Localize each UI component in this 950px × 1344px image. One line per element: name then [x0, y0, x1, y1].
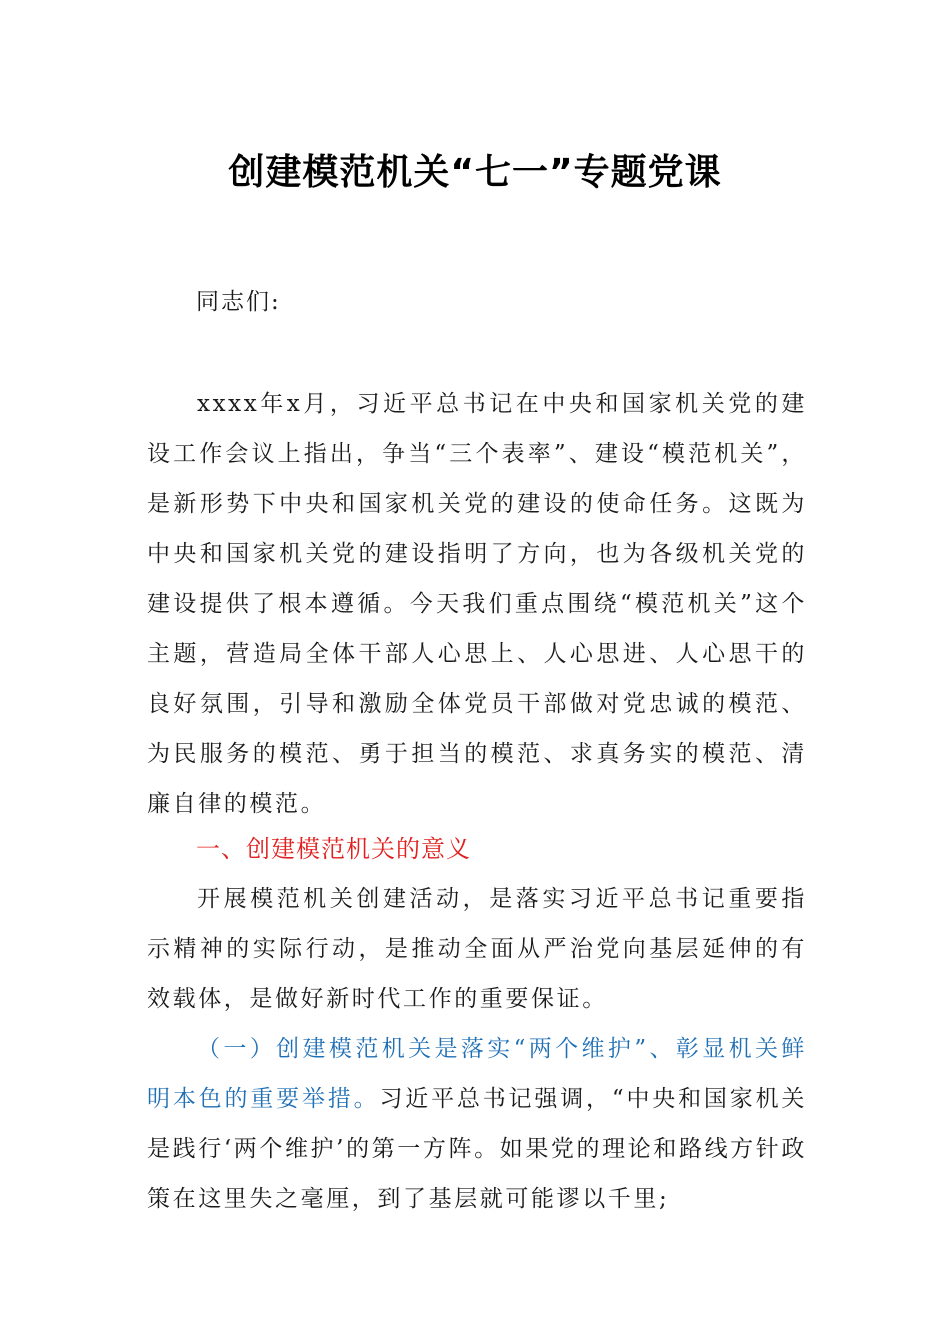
- section-heading-1: 一、创建模范机关的意义: [196, 835, 471, 863]
- subsection-heading-1: （一）创建模范机关是落实“两个维护”、彰显机关鲜明本色的重要举措。: [147, 1036, 807, 1112]
- document-title: 创建模范机关“七一”专题党课: [228, 152, 722, 193]
- paragraph-intro: xxxx年x月，习近平总书记在中央和国家机关党的建设工作会议上指出，争当“三个表率”、建设“模范机关”，是新形势下中央和国家机关党的建设的使命任务。这既为中央和国家机关党的建设指明了方向，也为各级机关党的建设提供了根本遵循。今天我们重点围绕“模范机关”这个主题，营造局全体干部人心思上、人心思进、人心思干的良好氛围，引导和激励全体党员干部做对党忠诚的模范、为民服务的模范、勇于担当的模范、求真务实的模范、清廉自律的模范。: [147, 391, 807, 817]
- paragraph-significance: 开展模范机关创建活动，是落实习近平总书记重要指示精神的实际行动，是推动全面从严治党向基层延伸的有效载体，是做好新时代工作的重要保证。: [147, 886, 807, 1012]
- subsection-1-text: 习近平总书记强调，“中央和国家机关是践行‘两个维护’的第一方阵。如果党的理论和路线方针政策在这里失之毫厘，到了基层就可能谬以千里;: [147, 1086, 807, 1212]
- paragraph-subsection-1: [147, 1024, 807, 1224]
- salutation: 同志们:: [196, 289, 281, 315]
